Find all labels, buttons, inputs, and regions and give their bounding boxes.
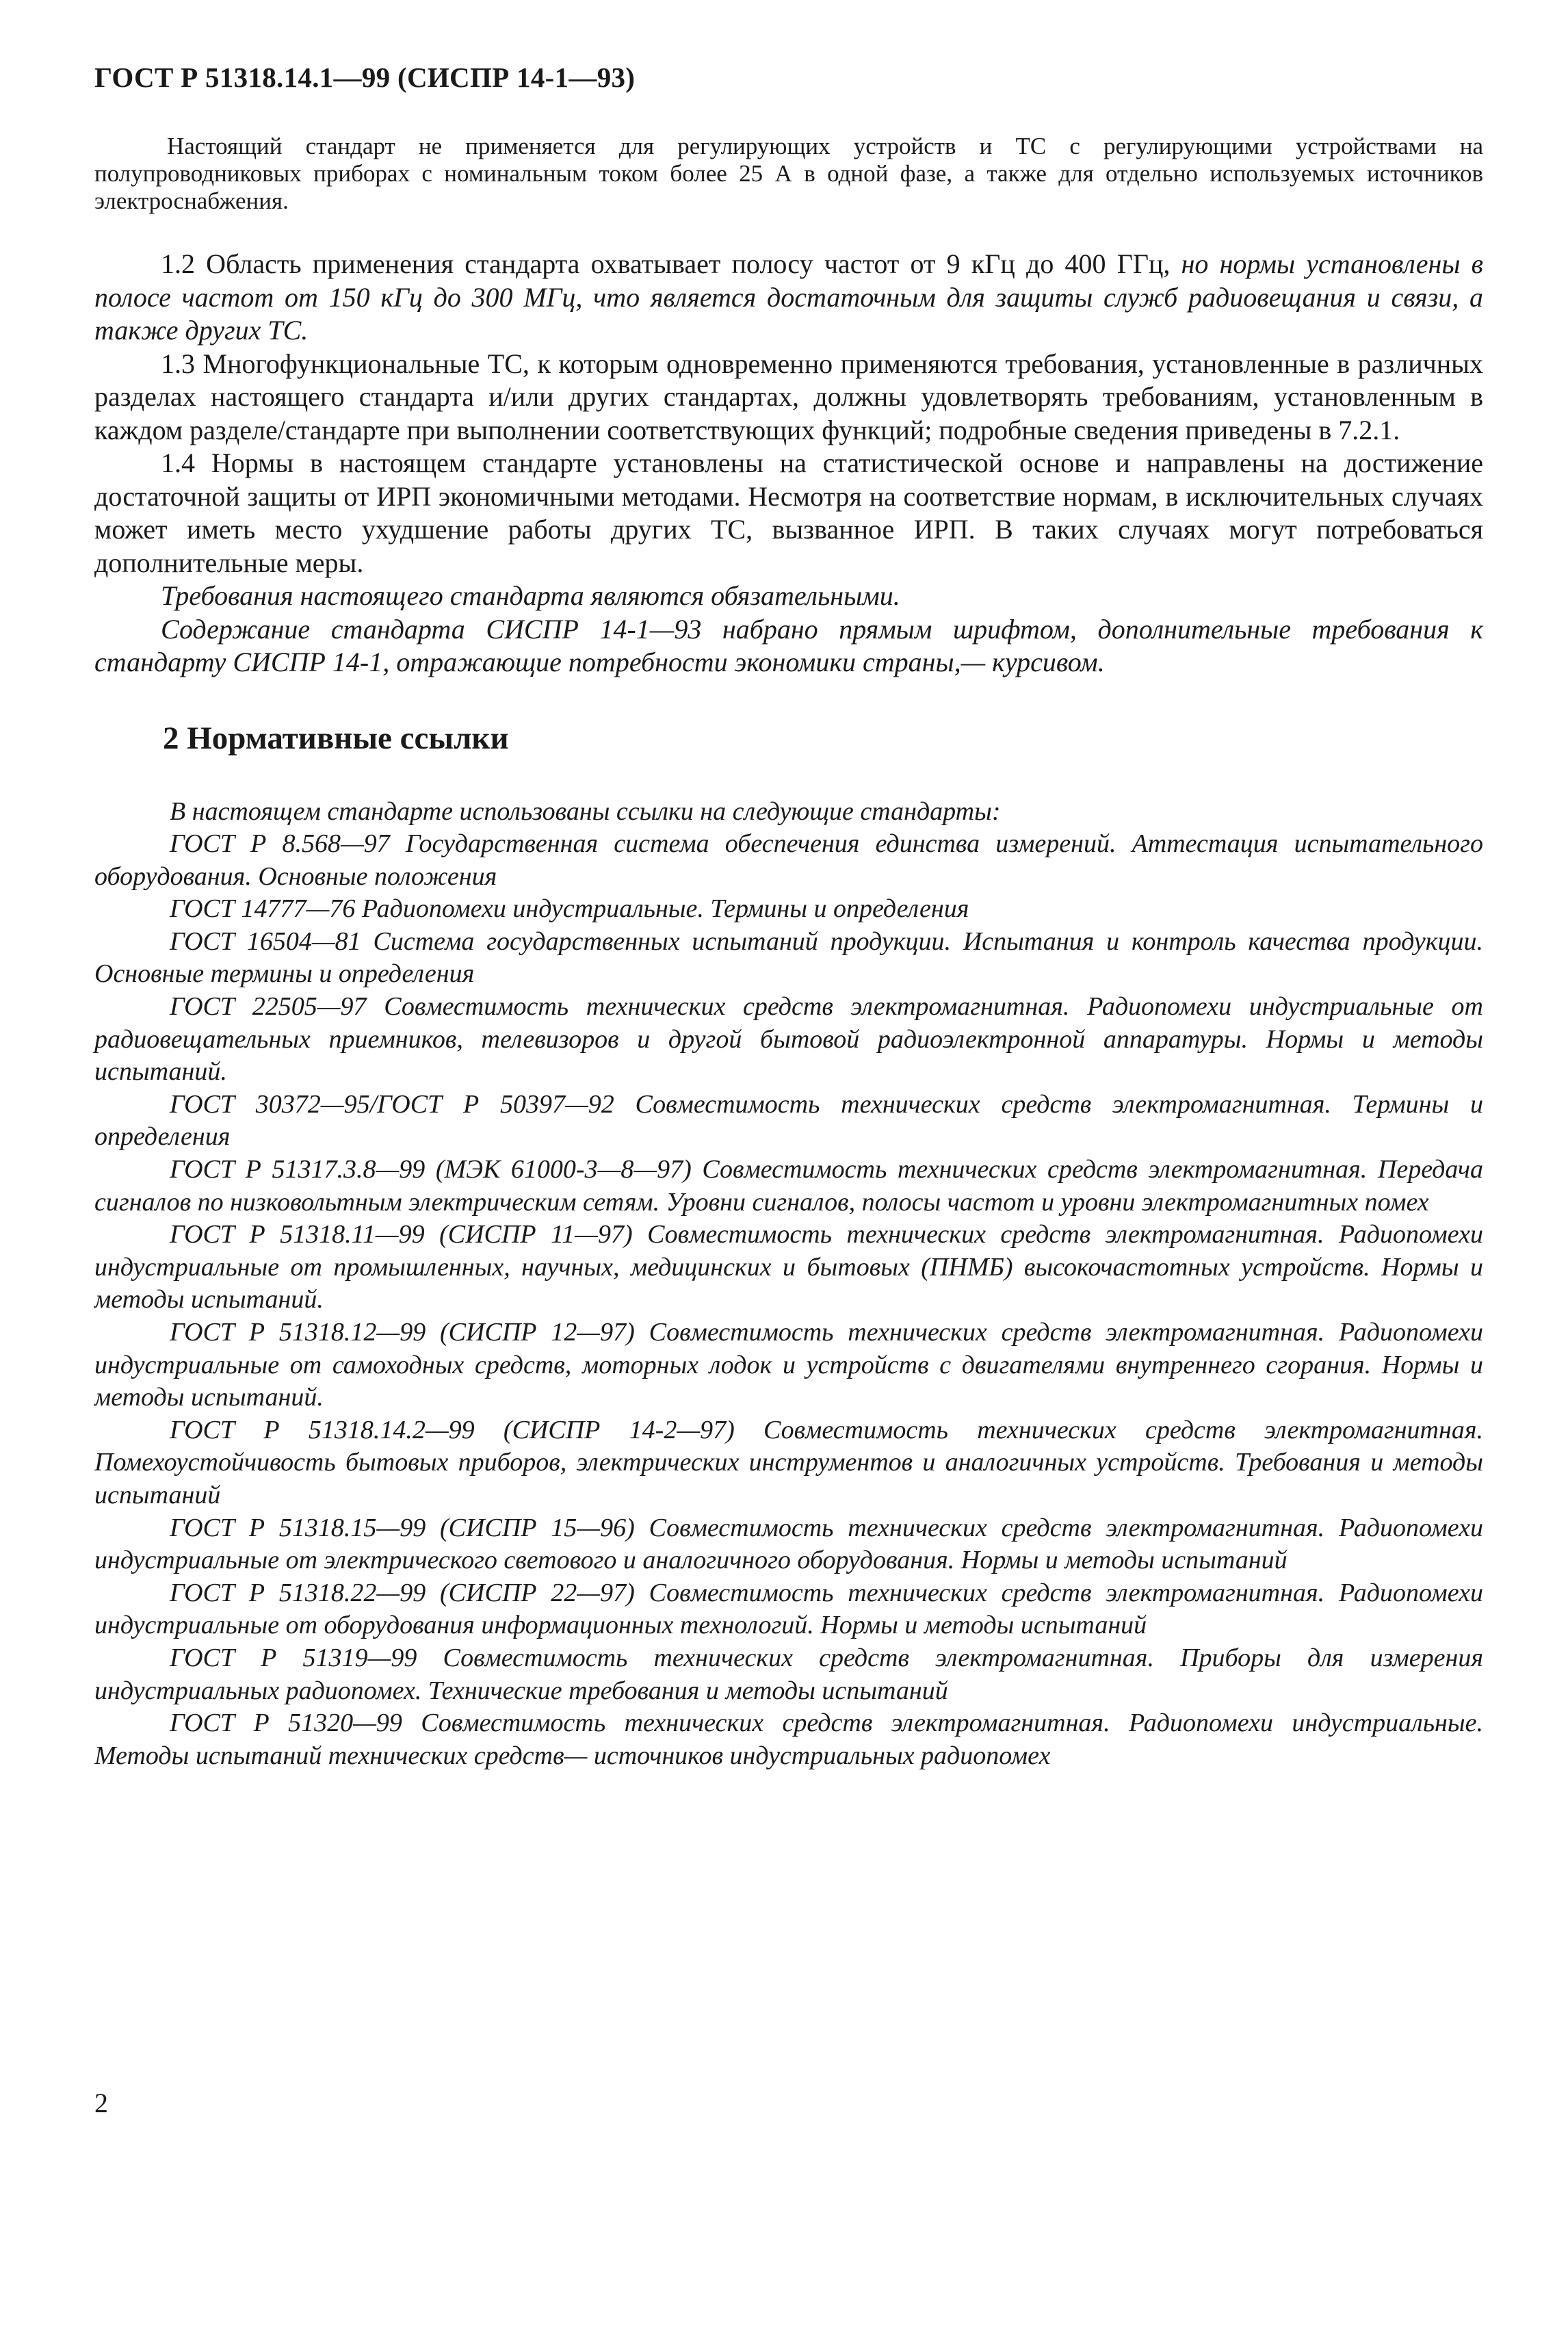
scope-note: Настоящий стандарт не применяется для регулирующих устройств и ТС с регулирующими устройствами на полупроводниковых приборах с номинальным током более 25 А в одной фазе, а также для отдельно используемых источников электроснабжения. [94, 133, 1483, 214]
reference-item: ГОСТ 14777—76 Радиопомехи индустриальные. Термины и определения [170, 894, 969, 924]
clause-1-4: 1.4 Нормы в настоящем стандарте установлены на статистической основе и направлены на достижение достаточной защиты от ИРП экономичными методами. Несмотря на соответствие нормам, в исключительных случаях может иметь место ухудшение работы других ТС, вызванное ИРП. В таких случаях могут потребоваться дополнительные меры. [94, 447, 1483, 578]
document-page [94, 60, 1483, 1772]
reference-item: ГОСТ Р 51317.3.8—99 (МЭК 61000-3—8—97) Совместимость технических средств электромагнитная. Передача сигналов по низковольтным электрическим сетям. Уровни сигналов, полосы частот и уровни электромагнитных помех [94, 1155, 1483, 1217]
section-2-title: 2 Нормативные ссылки [163, 720, 509, 756]
reference-item: ГОСТ Р 51319—99 Совместимость технических средств электромагнитная. Приборы для измерения индустриальных радиопомех. Технические требования и методы испытаний [94, 1643, 1483, 1705]
mandatory-note: Требования настоящего стандарта являются обязательными. [161, 580, 900, 611]
reference-item: ГОСТ Р 51318.22—99 (СИСПР 22—97) Совместимость технических средств электромагнитная. Радиопомехи индустриальные от оборудования информационных технологий. Нормы и методы испытаний [94, 1578, 1483, 1640]
reference-item: ГОСТ Р 51320—99 Совместимость технических средств электромагнитная. Радиопомехи индустриальные. Методы испытаний технических средств— источников индустриальных радиопомех [94, 1709, 1483, 1770]
page-number: 2 [94, 2088, 108, 2118]
reference-item: ГОСТ Р 51318.14.2—99 (СИСПР 14-2—97) Совместимость технических средств электромагнитная. Помехоустойчивость бытовых приборов, электрических инструментов и аналогичных устройств. Требования и методы испытаний [94, 1415, 1483, 1509]
clause-1-2-italic: но нормы установлены в полосе частот от 150 кГц до 300 МГц, что является достаточным для защиты служб радиовещания и связи, а также других ТС. [94, 248, 1484, 346]
reference-item: ГОСТ 16504—81 Система государственных испытаний продукции. Испытания и контроль качества продукции. Основные термины и определения [94, 926, 1483, 989]
document-header: ГОСТ Р 51318.14.1—99 (СИСПР 14-1—93) [94, 62, 636, 93]
references-intro: В настоящем стандарте использованы ссылки на следующие стандарты: [170, 796, 1001, 826]
clause-1-2-plain: 1.2 Область применения стандарта охватывает полосу частот от 9 кГц до 400 ГГц, [161, 248, 1181, 279]
spacer [94, 215, 1483, 248]
reference-item: ГОСТ Р 51318.11—99 (СИСПР 11—97) Совместимость технических средств электромагнитная. Радиопомехи индустриальные от промышленных, научных, медицинских и бытовых (ПНМБ) высокочастотных устройств. Нормы и методы испытаний. [94, 1220, 1483, 1314]
reference-item: ГОСТ 30372—95/ГОСТ Р 50397—92 Совместимость технических средств электромагнитная. Термины и определения [94, 1089, 1483, 1152]
clause-1-3: 1.3 Многофункциональные ТС, к которым одновременно применяются требования, установленные в различных разделах настоящего стандарта и/или других стандартах, должны удовлетворять требованиям, установленным в каждом разделе/стандарте при выполнении соответствующих функций; подробные сведения приведены в 7.2.1. [94, 348, 1483, 445]
reference-item: ГОСТ Р 51318.12—99 (СИСПР 12—97) Совместимость технических средств электромагнитная. Радиопомехи индустриальные от самоходных средств, моторных лодок и устройств с двигателями внутреннего сгорания. Нормы и методы испытаний. [94, 1318, 1483, 1412]
references-list [94, 828, 1483, 1772]
reference-item: ГОСТ Р 8.568—97 Государственная система обеспечения единства измерений. Аттестация испытательного оборудования. Основные положения [94, 829, 1483, 891]
reference-item: ГОСТ Р 51318.15—99 (СИСПР 15—96) Совместимость технических средств электромагнитная. Радиопомехи индустриальные от электрического светового и аналогичного оборудования. Нормы и методы испытаний [94, 1513, 1483, 1575]
content-note: Содержание стандарта СИСПР 14-1—93 набрано прямым шрифтом, дополнительные требования к стандарту СИСПР 14-1, отражающие потребности экономики страны,— курсивом. [94, 613, 1483, 677]
reference-item: ГОСТ 22505—97 Совместимость технических средств электромагнитная. Радиопомехи индустриальные от радиовещательных приемников, телевизоров и другой бытовой радиоэлектронной аппаратуры. Нормы и методы испытаний. [94, 992, 1483, 1087]
clause-1-2 [94, 248, 1483, 348]
